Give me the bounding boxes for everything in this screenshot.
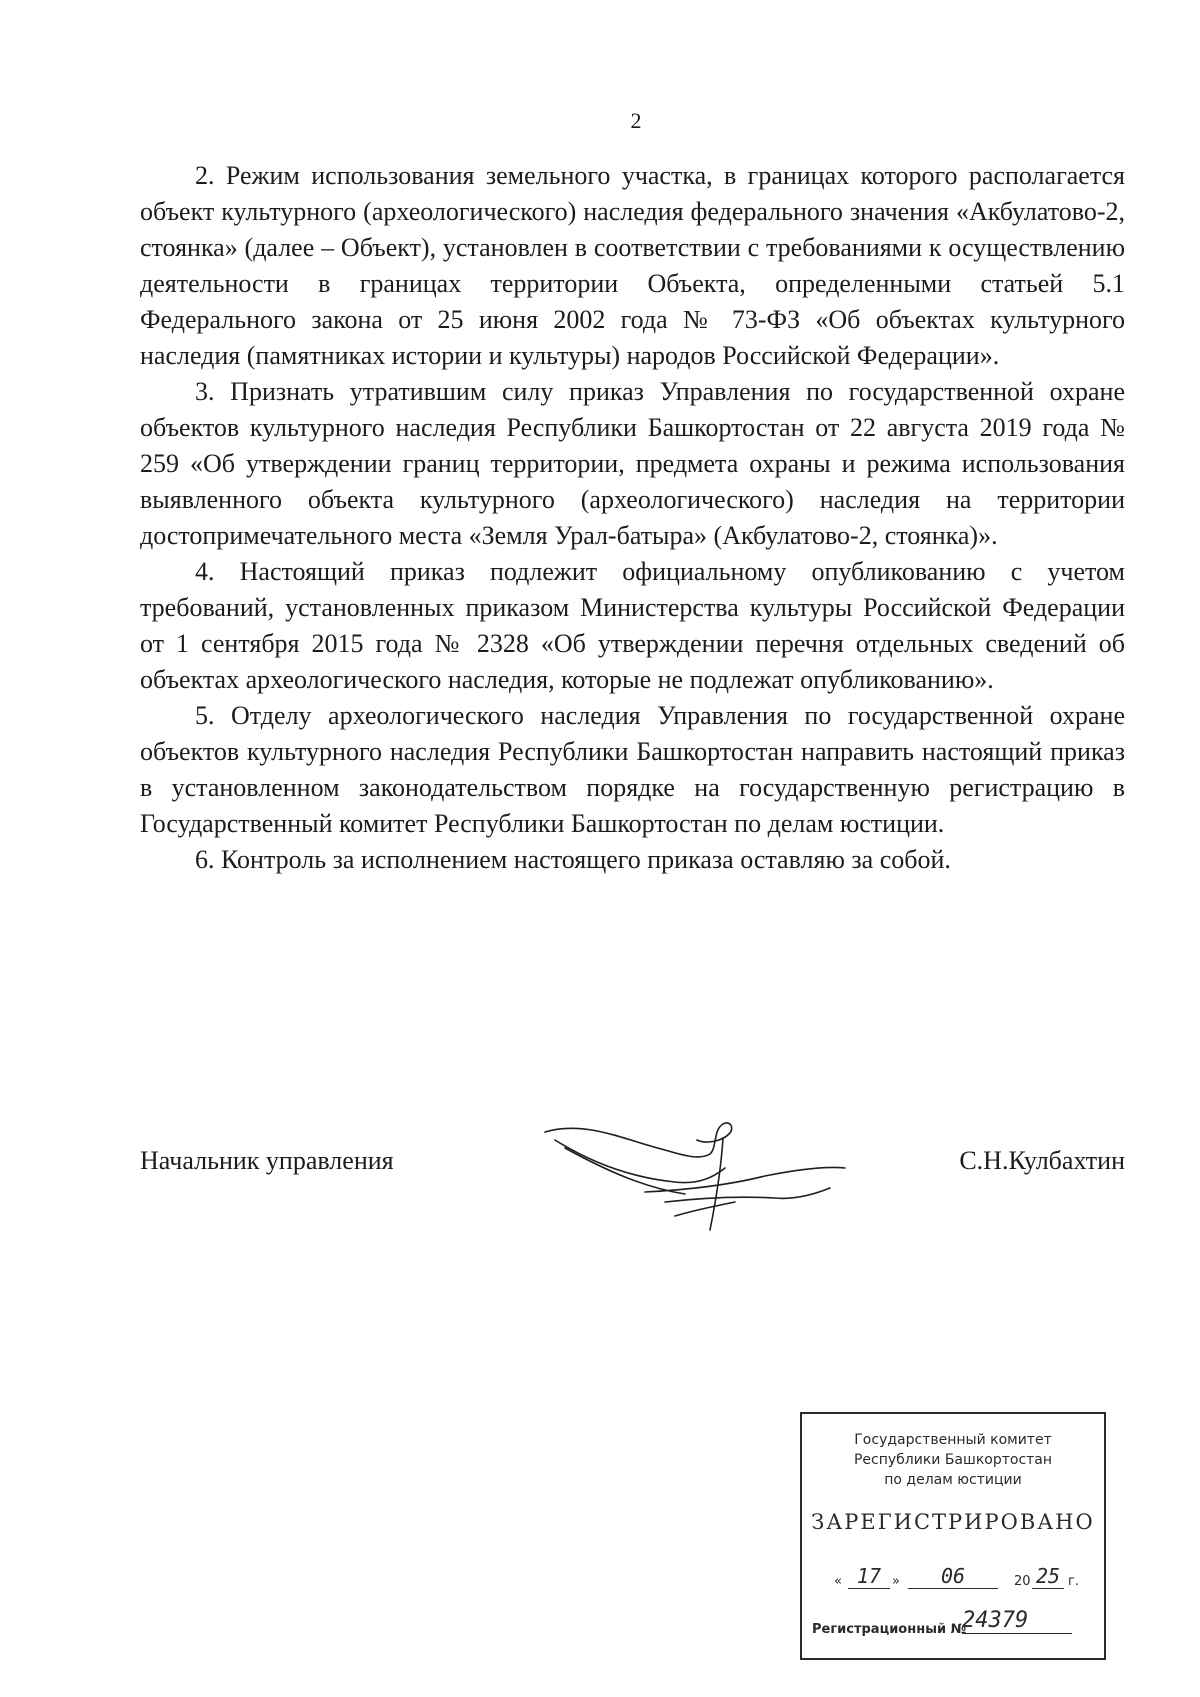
registration-stamp: [800, 1412, 1106, 1660]
stamp-close-quote: »: [892, 1574, 900, 1589]
stamp-date-row: [826, 1564, 1086, 1594]
stamp-open-quote: «: [834, 1574, 842, 1589]
stamp-reg-label: Регистрационный №: [812, 1622, 967, 1637]
stamp-reg-row: [812, 1608, 1094, 1640]
stamp-reg-number: 24379: [962, 1608, 1072, 1634]
document-body: [140, 158, 1125, 878]
stamp-org-line2: Республики Башкортостан: [853, 1452, 1053, 1468]
paragraph-6: 6. Контроль за исполнением настоящего приказа оставляю за собой.: [195, 845, 951, 874]
stamp-title: ЗАРЕГИСТРИРОВАНО: [811, 1510, 1095, 1534]
paragraph-2: 2. Режим использования земельного участка, в границах которого располагается объект культурного (археологического) наследия федерального значения «Акбулатово-2, стоянка» (далее – Объект), установлен в соответствии с требованиями к осуществлению деятельности в границах территории Объекта, определенными статьей 5.1 Федерального закона от 25 июня 2002 года № 73-ФЗ «Об объектах культурного наследия (памятниках истории и культуры) народов Российской Федерации».: [140, 161, 1125, 370]
stamp-year-suffix: 25: [1032, 1564, 1064, 1589]
signature-block: [140, 1110, 1125, 1240]
stamp-org-line3: по делам юстиции: [884, 1472, 1022, 1488]
paragraph-3: 3. Признать утратившим силу приказ Управления по государственной охране объектов культурного наследия Республики Башкортостан от 22 августа 2019 года № 259 «Об утверждении границ территории, предмета охраны и режима использования выявленного объекта культурного (археологического) наследия на территории достопримечательного места «Земля Урал-батыра» (Акбулатово-2, стоянка)».: [140, 377, 1125, 550]
stamp-org-line1: Государственный комитет: [854, 1432, 1052, 1448]
paragraph-5: 5. Отделу археологического наследия Управления по государственной охране объектов культурного наследия Республики Башкортостан направить настоящий приказ в установленном законодательством порядке на государственную регистрацию в Государственный комитет Республики Башкортостан по делам юстиции.: [140, 701, 1125, 838]
page-number: 2: [630, 108, 642, 133]
stamp-month: 06: [908, 1564, 998, 1589]
stamp-year-prefix: 20: [1014, 1574, 1031, 1589]
paragraph-4: 4. Настоящий приказ подлежит официальному опубликованию с учетом требований, установленных приказом Министерства культуры Российской Федерации от 1 сентября 2015 года № 2328 «Об утверждении перечня отдельных сведений об объектах археологического наследия, которые не подлежат опубликованию».: [140, 557, 1125, 694]
stamp-day: 17: [848, 1564, 890, 1589]
handwritten-signature: [525, 1110, 855, 1240]
signatory-name: С.Н.Кулбахтин: [959, 1146, 1125, 1175]
stamp-year-unit: г.: [1068, 1574, 1079, 1589]
signatory-position: Начальник управления: [140, 1146, 394, 1175]
